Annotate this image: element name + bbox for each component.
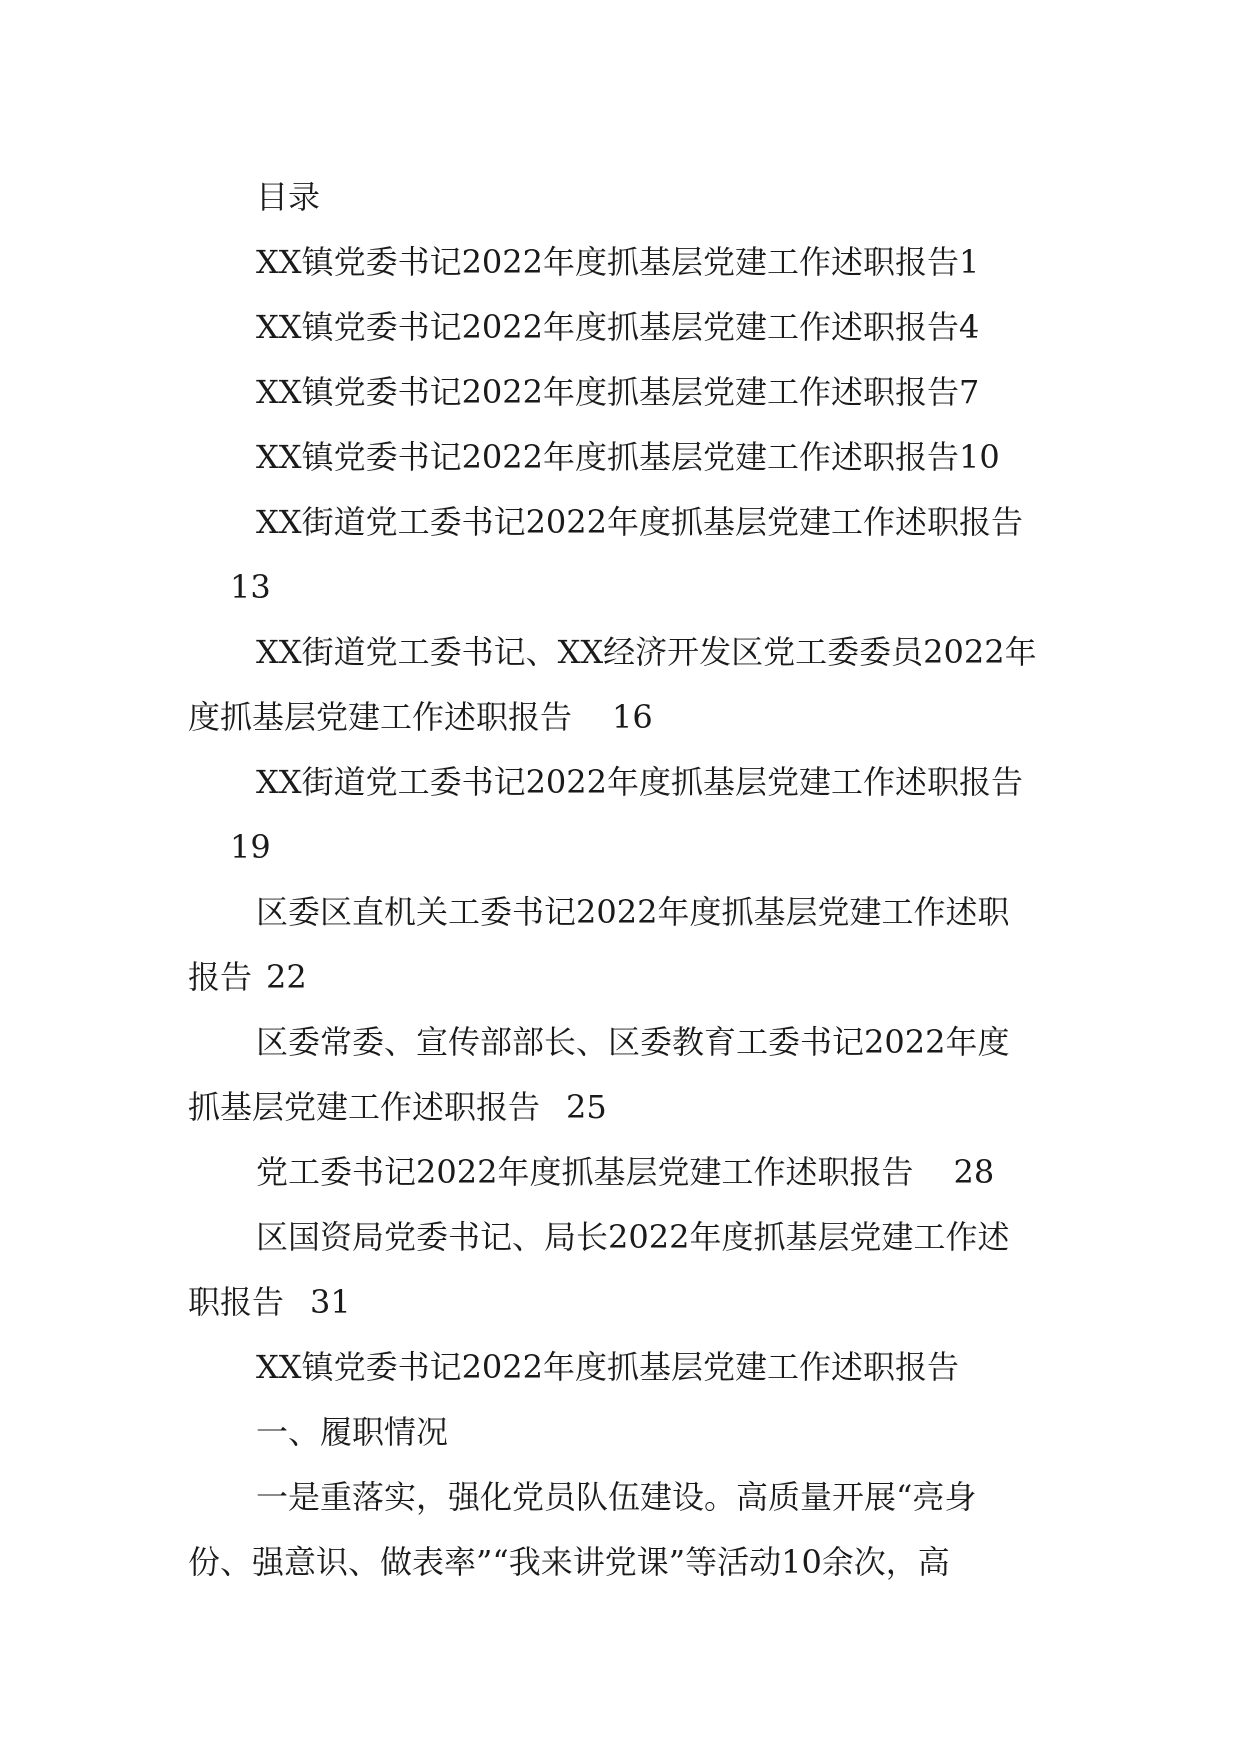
toc-entry: XX街道党工委书记、XX经济开发区党工委委员2022年 — [256, 633, 1037, 671]
toc-entry: XX镇党委书记2022年度抓基层党建工作述职报告7 — [256, 373, 980, 411]
toc-entry: XX镇党委书记2022年度抓基层党建工作述职报告1 — [256, 243, 980, 281]
toc-entry-page-number: 13 — [230, 568, 271, 606]
toc-entry-text: 报告 — [188, 958, 253, 996]
toc-entry: 区委常委、宣传部部长、区委教育工委书记2022年度 — [256, 1023, 1010, 1061]
toc-entry-page-number: 28 — [953, 1153, 995, 1191]
toc-entry-text: 度抓基层党建工作述职报告 — [188, 698, 573, 736]
toc-entry-page-number: 16 — [612, 698, 653, 736]
toc-entry-page-number: 19 — [230, 828, 271, 866]
toc-entry-continuation — [188, 1075, 1058, 1140]
toc-entry-text: 党工委书记2022年度抓基层党建工作述职报告 — [256, 1153, 914, 1191]
toc-entry-continuation — [188, 1270, 1058, 1335]
toc-entry-continuation — [188, 945, 1058, 1010]
toc-entry: XX镇党委书记2022年度抓基层党建工作述职报告10 — [256, 438, 1000, 476]
toc-entry-text: 职报告 — [188, 1283, 285, 1321]
toc-entry-page-number: 25 — [566, 1088, 607, 1126]
toc-entry-text: 抓基层党建工作述职报告 — [188, 1088, 541, 1126]
paragraph-line: 一是重落实，强化党员队伍建设。高质量开展“亮身 — [256, 1478, 977, 1516]
toc-entry: 区委区直机关工委书记2022年度抓基层党建工作述职 — [256, 893, 1010, 931]
toc-entry-page-number: 22 — [266, 958, 307, 996]
toc-entry: 区国资局党委书记、局长2022年度抓基层党建工作述 — [256, 1218, 1010, 1256]
toc-entry-continuation — [188, 685, 1058, 750]
report-heading: XX镇党委书记2022年度抓基层党建工作述职报告 — [256, 1348, 960, 1386]
toc-entry-page-number: 31 — [310, 1283, 351, 1321]
toc-entry: XX街道党工委书记2022年度抓基层党建工作述职报告 — [256, 763, 1024, 801]
toc-entry — [188, 1140, 1058, 1205]
toc-entry: XX街道党工委书记2022年度抓基层党建工作述职报告 — [256, 503, 1024, 541]
section-heading: 一、履职情况 — [256, 1413, 449, 1451]
toc-title: 目录 — [256, 178, 321, 216]
document-content — [188, 165, 1058, 1595]
paragraph-line: 份、强意识、做表率”“我来讲党课”等活动10余次，高 — [188, 1543, 950, 1581]
toc-entry: XX镇党委书记2022年度抓基层党建工作述职报告4 — [256, 308, 980, 346]
